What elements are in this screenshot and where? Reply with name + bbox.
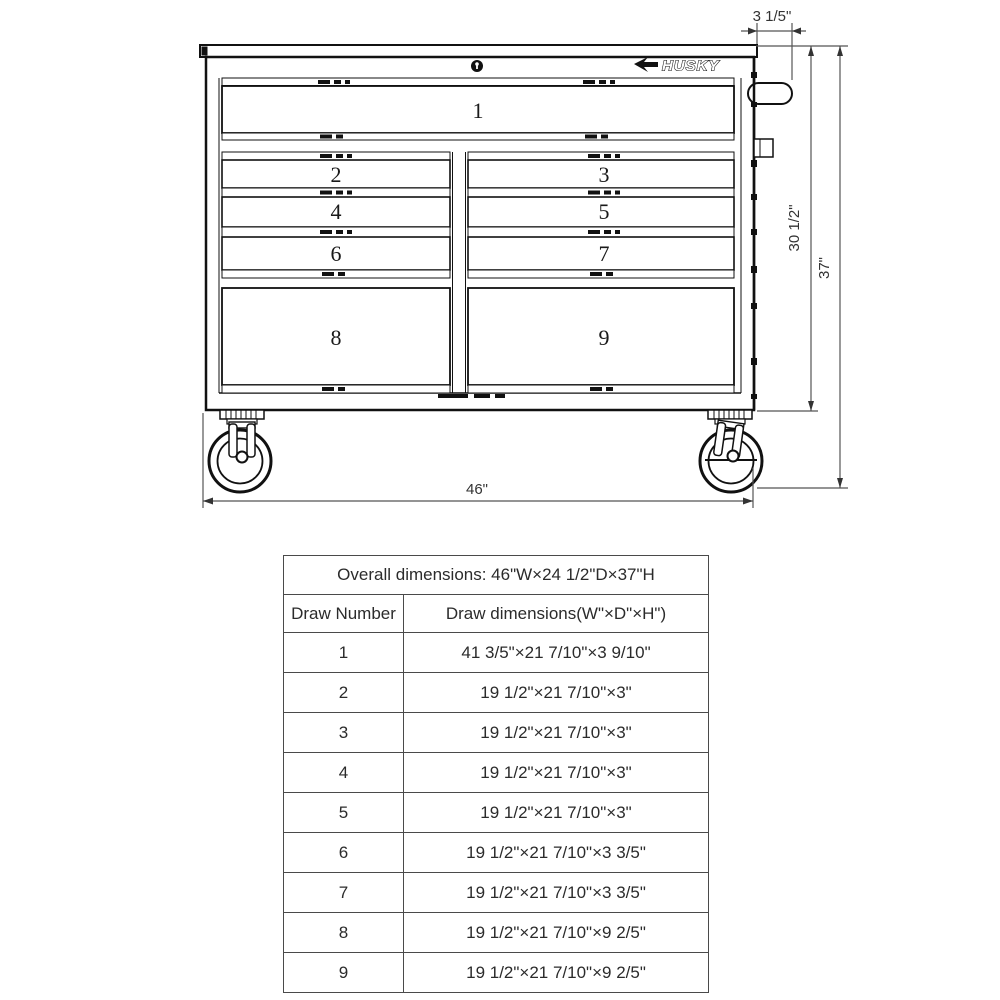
drawer-4-label: 4 [330, 199, 342, 224]
draw-number: 2 [284, 673, 404, 713]
drawer-2-label: 2 [330, 162, 342, 187]
drawer-5 [468, 188, 734, 227]
drawer-1-label: 1 [472, 98, 484, 123]
drawer-4 [222, 188, 450, 227]
husky-logo-text: HUSKY [662, 57, 720, 75]
draw-number: 8 [284, 913, 404, 953]
draw-dimensions: 19 1/2"×21 7/10"×3" [404, 753, 709, 793]
drawer-1 [222, 78, 734, 140]
drawers [222, 78, 734, 393]
drawer-3 [468, 152, 734, 188]
draw-number: 5 [284, 793, 404, 833]
col-header-draw-dimensions: Draw dimensions(W"×D"×H") [404, 595, 709, 633]
table-row [284, 713, 709, 753]
handle-depth-label: 3 1/5" [752, 8, 792, 25]
caster-left [209, 410, 271, 492]
table-title-row [284, 556, 709, 595]
table-row [284, 633, 709, 673]
draw-dimensions: 19 1/2"×21 7/10"×3" [404, 793, 709, 833]
draw-number: 6 [284, 833, 404, 873]
table-row [284, 833, 709, 873]
drawer-6-label: 6 [330, 241, 342, 266]
drawer-8 [222, 288, 450, 393]
drawer-9 [468, 288, 734, 393]
overall-dimensions-title: Overall dimensions: 46"W×24 1/2"D×37"H [284, 556, 709, 595]
draw-dimensions: 19 1/2"×21 7/10"×3 3/5" [404, 833, 709, 873]
drawer-5-label: 5 [598, 199, 610, 224]
dimensions-table [283, 555, 709, 993]
draw-number: 3 [284, 713, 404, 753]
keylock-icon [471, 60, 483, 72]
drawer-2 [222, 152, 450, 188]
total-height-label: 37" [816, 256, 833, 280]
drawer-7 [468, 227, 734, 278]
draw-dimensions: 19 1/2"×21 7/10"×9 2/5" [404, 913, 709, 953]
draw-dimensions: 19 1/2"×21 7/10"×9 2/5" [404, 953, 709, 993]
draw-number: 4 [284, 753, 404, 793]
draw-number: 9 [284, 953, 404, 993]
width-label: 46" [465, 481, 489, 498]
drawer-9-label: 9 [598, 325, 610, 350]
drawer-6 [222, 227, 450, 278]
draw-number: 7 [284, 873, 404, 913]
drawer-7-label: 7 [598, 241, 610, 266]
table-row [284, 793, 709, 833]
table-row [284, 913, 709, 953]
draw-dimensions: 19 1/2"×21 7/10"×3" [404, 713, 709, 753]
draw-dimensions: 19 1/2"×21 7/10"×3" [404, 673, 709, 713]
side-bracket [754, 139, 773, 157]
draw-dimensions: 19 1/2"×21 7/10"×3 3/5" [404, 873, 709, 913]
drawer-3-label: 3 [598, 162, 610, 187]
table-header-row [284, 595, 709, 633]
table-row [284, 753, 709, 793]
body-height-label: 30 1/2" [786, 204, 803, 252]
col-header-draw-number: Draw Number [284, 595, 404, 633]
draw-number: 1 [284, 633, 404, 673]
drawer-8-label: 8 [330, 325, 342, 350]
table-row [284, 953, 709, 993]
table-row [284, 873, 709, 913]
table-row [284, 673, 709, 713]
draw-dimensions: 41 3/5"×21 7/10"×3 9/10" [404, 633, 709, 673]
